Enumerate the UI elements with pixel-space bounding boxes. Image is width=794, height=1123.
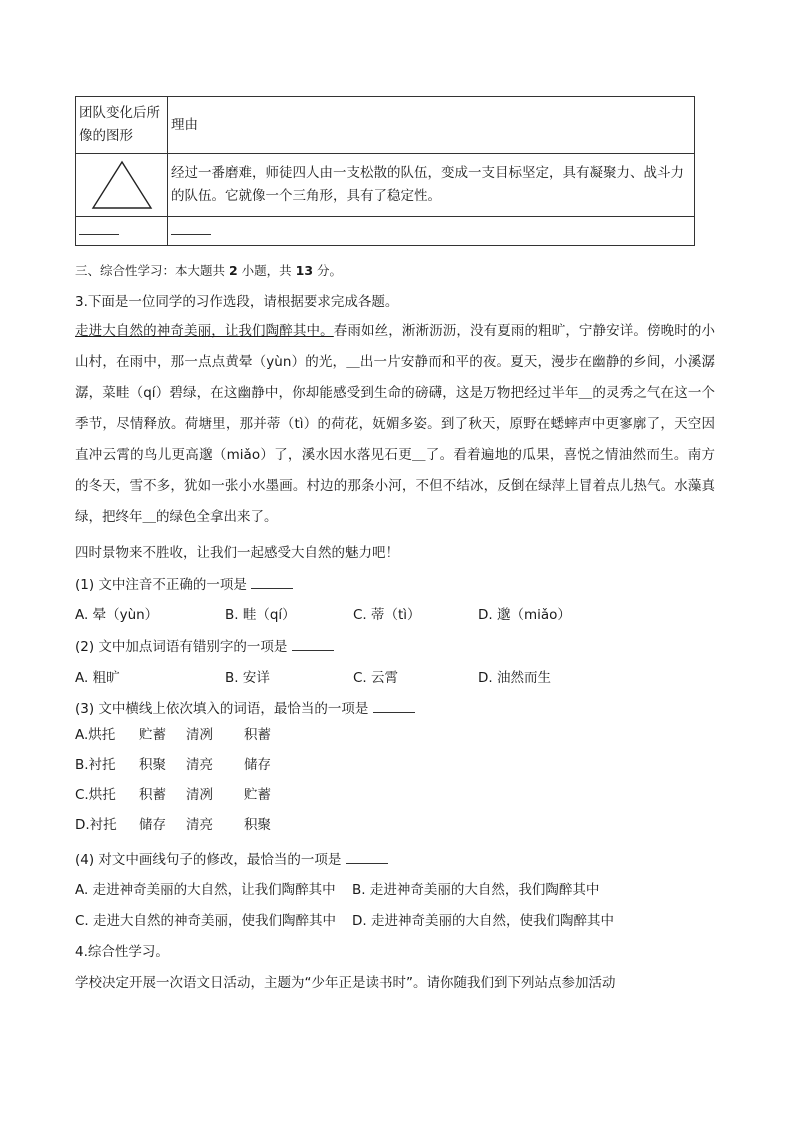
passage-closing: 四时景物来不胜收，让我们一起感受大自然的魅力吧！	[75, 545, 399, 561]
question-3-passage: 走进大自然的神奇美丽，让我们陶醉其中。春雨如丝，淅淅沥沥，没有夏雨的粗旷，宁静安详。傍晚时的小山村，在雨中，那一点点黄晕（yùn）的光，＿出一片安静而和平的夜。夏天，漫步在幽静的乡间，小溪潺潺，菜畦（qí）碧绿，在这幽静中，你却能感受到生命的磅礴，这是万物把经过半年＿的灵秀之气在这一个季节，尽情释放。荷塘里，那并蒂（tì）的荷花，妩媚多姿。到了秋天，原野在蟋蟀声中更寥廓了，天空因直冲云霄的鸟儿更高邈（miǎo）了，溪水因水落见石更＿了。看着遍地的瓜果，喜悦之情油然而生。南方的冬天，雪不多，犹如一张小水墨画。村边的那条小河，不但不结冰，反倒在绿萍上冒着点儿热气。水藻真绿，把终年＿的绿色全拿出来了。	[75, 323, 716, 525]
question-4-text: 学校决定开展一次语文日活动，主题为“少年正是读书时”。请你随我们到下列站点参加活动	[75, 975, 616, 991]
sub-question-3: (3) 文中横线上依次填入的词语，最恰当的一项是	[75, 697, 415, 717]
question-4-title: 4.综合性学习。	[75, 944, 169, 960]
triangle-icon	[89, 158, 155, 212]
table-cell-triangle	[76, 154, 168, 217]
answer-blank[interactable]	[346, 850, 388, 864]
answer-blank[interactable]	[292, 637, 334, 651]
option-2-a[interactable]: A. 粗旷	[75, 670, 120, 686]
sub-question-1: (1) 文中注音不正确的一项是	[75, 573, 293, 593]
option-1-b[interactable]: B. 畦（qí）	[225, 607, 296, 623]
option-4-b[interactable]: B. 走进神奇美丽的大自然，我们陶醉其中	[352, 882, 600, 898]
option-2-d[interactable]: D. 油然而生	[478, 670, 551, 686]
option-3-b[interactable]: B.衬托 积聚 清亮 储存	[75, 757, 271, 773]
team-shape-table	[75, 96, 695, 246]
option-3-a[interactable]: A.烘托 贮蓄 清冽 积蓄	[75, 727, 271, 743]
question-3-intro: 3.下面是一位同学的习作选段，请根据要求完成各题。	[75, 294, 399, 310]
table-blank-shape[interactable]	[76, 217, 168, 246]
table-header-reason: 理由	[168, 97, 695, 154]
option-2-c[interactable]: C. 云霄	[353, 670, 399, 686]
table-cell-reason: 经过一番磨难，师徒四人由一支松散的队伍，变成一支目标坚定，具有凝聚力、战斗力的队伍。它就像一个三角形，具有了稳定性。	[168, 154, 695, 217]
option-4-c[interactable]: C. 走进大自然的神奇美丽，使我们陶醉其中	[75, 913, 337, 929]
option-3-c[interactable]: C.烘托 积蓄 清冽 贮蓄	[75, 787, 271, 803]
sub-question-2: (2) 文中加点词语有错别字的一项是	[75, 635, 334, 655]
option-1-d[interactable]: D. 邈（miǎo）	[478, 607, 571, 623]
answer-blank[interactable]	[373, 699, 415, 713]
option-1-a[interactable]: A. 晕（yùn）	[75, 607, 159, 623]
option-3-d[interactable]: D.衬托 储存 清亮 积聚	[75, 817, 271, 833]
section-heading: 三、综合性学习：本大题共 2 小题，共 13 分。	[75, 263, 343, 278]
underlined-sentence: 走进大自然的神奇美丽，让我们陶醉其中。	[75, 323, 334, 339]
table-blank-reason[interactable]	[168, 217, 695, 246]
sub-question-4: (4) 对文中画线句子的修改，最恰当的一项是	[75, 848, 388, 868]
answer-blank[interactable]	[251, 575, 293, 589]
table-header-shape: 团队变化后所像的图形	[76, 97, 168, 154]
option-2-b[interactable]: B. 安详	[225, 670, 270, 686]
option-1-c[interactable]: C. 蒂（tì）	[353, 607, 421, 623]
option-4-a[interactable]: A. 走进神奇美丽的大自然，让我们陶醉其中	[75, 882, 336, 898]
option-4-d[interactable]: D. 走进神奇美丽的大自然，使我们陶醉其中	[352, 913, 614, 929]
